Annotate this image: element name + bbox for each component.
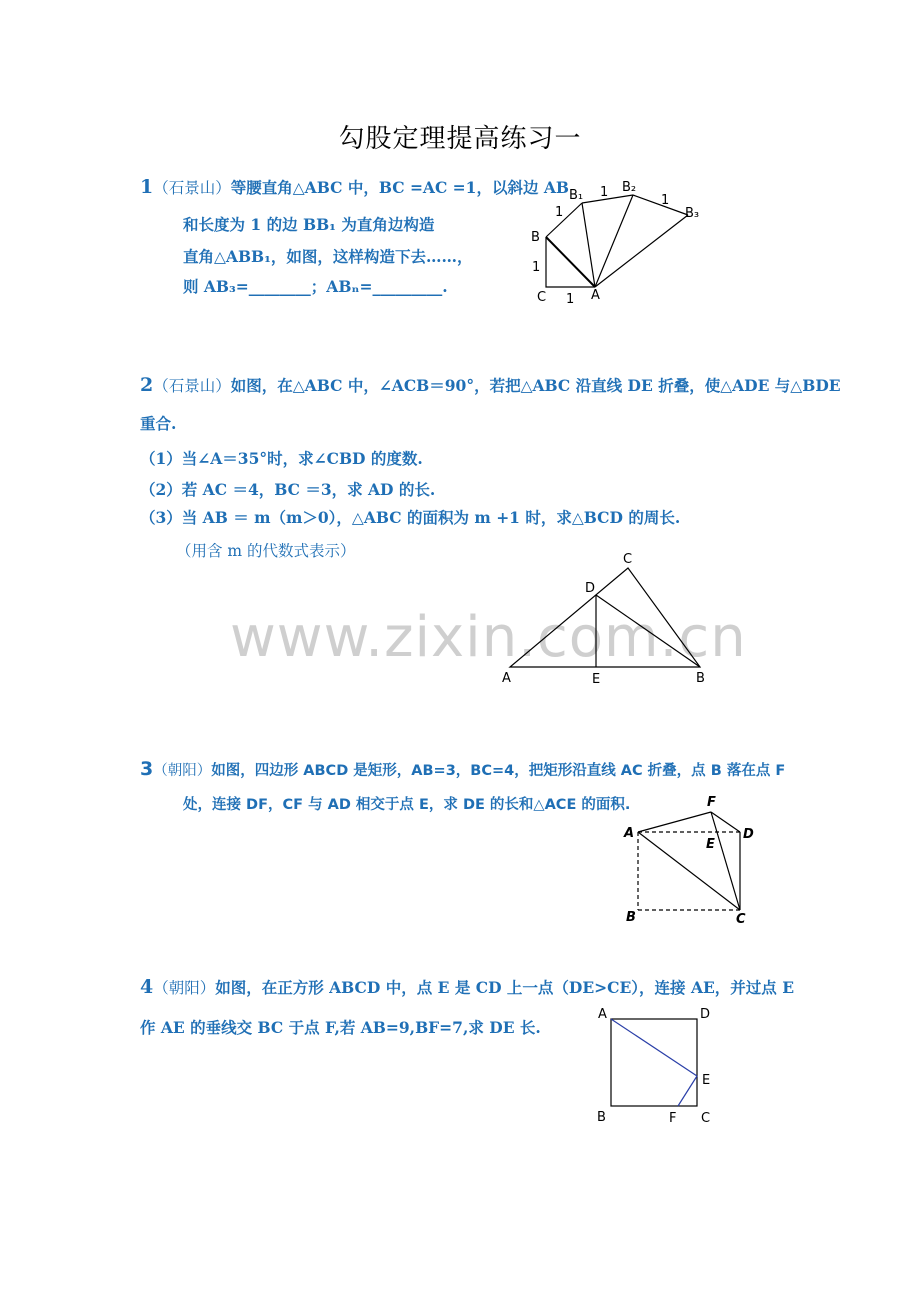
segment-ae (611, 1019, 697, 1076)
label-a: A (502, 671, 511, 686)
problem-2-number: 2 (140, 374, 154, 396)
problem-1-text-1: 等腰直角△ABC 中，BC =AC =1，以斜边 AB (230, 178, 569, 197)
problem-3-source: （朝阳） (153, 763, 212, 779)
problem-3-figure (620, 792, 760, 932)
watermark: www.zixin.com.cn (230, 605, 747, 670)
problem-1-source: （石景山） (153, 179, 231, 197)
problem-2-q2: （2）若 AC ＝4，BC ＝3，求 AD 的长. (140, 480, 436, 499)
label-d: D (743, 827, 754, 842)
segment-ac (638, 832, 740, 910)
problem-1-line-2: 和长度为 1 的边 BB₁ 为直角边构造 (183, 215, 435, 234)
problem-2-figure (495, 548, 715, 688)
problem-2-q3: （3）当 AB ＝ m（m＞0），△ABC 的面积为 m +1 时，求△BCD 的周长. (140, 508, 681, 527)
label-a: A (598, 1007, 607, 1022)
label-e: E (702, 1073, 711, 1088)
length-bb1: 1 (555, 205, 564, 220)
segment-ef (678, 1076, 697, 1106)
label-c: C (701, 1111, 711, 1126)
length-ca: 1 (566, 292, 575, 307)
problem-1-line-1 (140, 176, 569, 198)
segment-ab2 (595, 195, 633, 287)
problem-4-figure (590, 1002, 730, 1132)
label-b1: B₁ (569, 188, 584, 203)
length-b1b2: 1 (600, 185, 609, 200)
problem-4-line-2: 作 AE 的垂线交 BC 于点 F,若 AB=9,BF=7,求 DE 长. (140, 1018, 541, 1037)
segment-fc (711, 812, 740, 910)
problem-1-line-4: 则 AB₃=________；ABₙ=_________. (183, 277, 448, 296)
label-c: C (537, 290, 547, 305)
problem-2-note: （用含 m 的代数式表示） (176, 542, 356, 560)
label-b3: B₃ (685, 206, 700, 221)
problem-3-line-2: 处，连接 DF，CF 与 AD 相交于点 E，求 DE 的长和△ACE 的面积. (183, 797, 631, 813)
label-b: B (531, 230, 540, 245)
problem-4-number: 4 (140, 976, 154, 998)
label-b2: B₂ (622, 180, 637, 195)
length-bc: 1 (532, 260, 541, 275)
problem-4-line-1 (140, 976, 794, 998)
length-b2b3: 1 (661, 193, 670, 208)
label-e: E (592, 672, 601, 687)
problem-3-number: 3 (140, 758, 154, 780)
segment-bb1 (546, 203, 582, 237)
label-d: D (585, 581, 596, 596)
square-abcd (611, 1019, 697, 1106)
problem-2-text-1: 如图，在△ABC 中，∠ACB＝90°，若把△ABC 沿直线 DE 折叠，使△ADE 与△BDE (230, 376, 841, 395)
segment-fd (711, 812, 740, 832)
segment-af (638, 812, 711, 832)
segment-db (596, 595, 700, 667)
triangle-abc (510, 568, 700, 667)
problem-2-line-2: 重合. (140, 414, 177, 433)
label-b: B (696, 671, 705, 686)
label-f: F (707, 795, 716, 810)
problem-1-line-3: 直角△ABB₁，如图，这样构造下去……， (183, 247, 473, 266)
problem-3-text-1: 如图，四边形 ABCD 是矩形，AB=3，BC=4，把矩形沿直线 AC 折叠，点 B 落在点 F (211, 763, 786, 779)
problem-3-line-1 (140, 758, 785, 780)
segment-ab (546, 237, 595, 287)
problem-2-source: （石景山） (153, 377, 231, 395)
problem-2-q1: （1）当∠A＝35°时，求∠CBD 的度数. (140, 449, 423, 468)
label-c: C (736, 912, 746, 927)
label-a: A (624, 826, 635, 841)
label-a: A (591, 288, 600, 303)
label-b: B (626, 910, 636, 925)
problem-4-text-1: 如图，在正方形 ABCD 中，点 E 是 CD 上一点（DE>CE），连接 AE，并过点 E (215, 978, 795, 997)
label-c: C (623, 552, 633, 567)
label-e: E (706, 837, 715, 852)
problem-1-number: 1 (140, 176, 154, 198)
problem-4-source: （朝阳） (153, 979, 216, 997)
label-f: F (669, 1111, 677, 1126)
problem-2-line-1 (140, 374, 841, 396)
label-b: B (597, 1110, 606, 1125)
problem-1-figure (520, 175, 720, 310)
segment-ab3 (595, 215, 688, 287)
label-d: D (700, 1007, 711, 1022)
page-title: 勾股定理提高练习一 (338, 124, 582, 154)
